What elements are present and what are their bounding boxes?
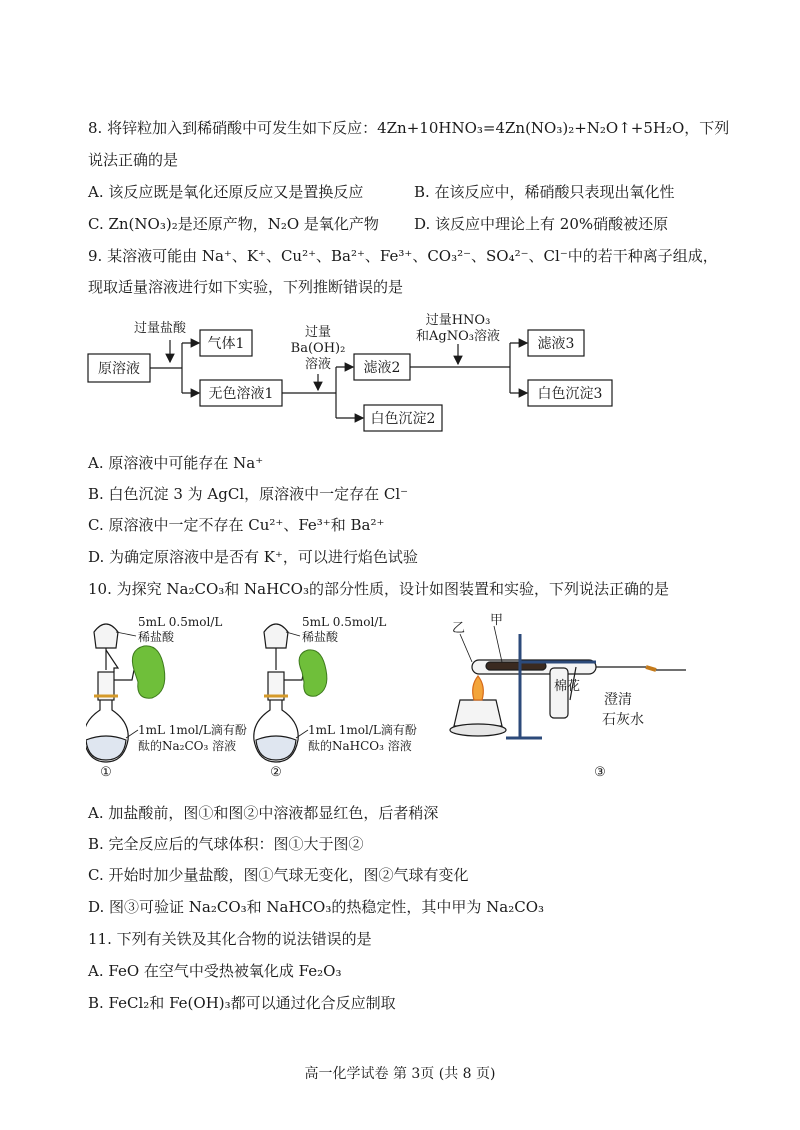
q11-stem: 11. 下列有关铁及其化合物的说法错误的是	[88, 930, 372, 948]
fig1-label: ①	[100, 765, 112, 780]
q8-stem-line2: 说法正确的是	[88, 151, 179, 169]
fig1-acid-line1: 5mL 0.5mol/L	[138, 615, 223, 629]
q8-option-c: C. Zn(NO₃)₂是还原产物，N₂O 是氧化产物	[88, 215, 379, 233]
fig1-acid-line2: 稀盐酸	[138, 630, 175, 644]
q11-option-a: A. FeO 在空气中受热被氧化成 Fe₂O₃	[88, 962, 342, 980]
fig3-label: ③	[594, 765, 606, 780]
q8-stem-line1: 8. 将锌粒加入到稀硝酸中可发生如下反应：4Zn+10HNO₃=4Zn(NO₃)₂+N₂O↑+5H₂O，下列	[88, 119, 730, 137]
figure-2-balloon	[299, 650, 327, 696]
q8-option-a: A. 该反应既是氧化还原反应又是置换反应	[88, 183, 364, 201]
page-footer: 高一化学试卷 第 3页 (共 8 页)	[304, 1066, 496, 1082]
fig3-jia: 甲	[490, 613, 504, 628]
figure-2-flask	[254, 624, 304, 762]
fig3-cotton: 棉花	[554, 679, 581, 694]
q8-option-b: B. 在该反应中，稀硝酸只表现出氧化性	[414, 183, 675, 201]
q10-option-d: D. 图③可验证 Na₂CO₃和 NaHCO₃的热稳定性，其中甲为 Na₂CO₃	[88, 898, 545, 916]
flow-reagent-1: 过量盐酸	[134, 321, 187, 336]
q9-stem-line1: 9. 某溶液可能由 Na⁺、K⁺、Cu²⁺、Ba²⁺、Fe³⁺、CO₃²⁻、SO₄²⁻、Cl⁻中的若干种离子组成，	[88, 247, 718, 265]
flow-reagent-3-line1: 过量HNO₃	[425, 313, 491, 328]
fig2-acid-line1: 5mL 0.5mol/L	[302, 615, 387, 629]
fig3-lime-line2: 石灰水	[602, 712, 644, 728]
fig2-label: ②	[270, 765, 282, 780]
fig2-solution-line1: 1mL 1mol/L滴有酚	[308, 723, 417, 737]
q9-stem-line2: 现取适量溶液进行如下实验，下列推断错误的是	[88, 278, 404, 296]
flow-gas-1: 气体1	[207, 336, 245, 352]
fig1-solution-line2: 酞的Na₂CO₃ 溶液	[138, 739, 237, 753]
flow-ppt-3: 白色沉淀3	[537, 386, 603, 402]
figure-3-burner	[450, 676, 506, 736]
q9-option-c: C. 原溶液中一定不存在 Cu²⁺、Fe³⁺和 Ba²⁺	[88, 516, 385, 534]
q9-option-d: D. 为确定原溶液中是否有 K⁺，可以进行焰色试验	[88, 548, 418, 566]
q10-option-b: B. 完全反应后的气球体积：图①大于图②	[88, 835, 364, 853]
q9-flowchart	[86, 312, 626, 446]
flow-reagent-3-line2: 和AgNO₃溶液	[416, 329, 500, 344]
flow-reagent-2-line3: 溶液	[304, 357, 332, 372]
q11-option-b: B. FeCl₂和 Fe(OH)₃都可以通过化合反应制取	[88, 994, 396, 1012]
flow-reagent-2-line1: 过量	[304, 325, 332, 340]
fig2-solution-line2: 酞的NaHCO₃ 溶液	[308, 739, 412, 753]
q10-apparatus-figures	[86, 610, 686, 784]
flow-ppt-2: 白色沉淀2	[370, 411, 436, 427]
flow-colorless: 无色溶液1	[208, 386, 274, 402]
fig2-acid-line2: 稀盐酸	[302, 630, 339, 644]
figure-1-balloon	[132, 646, 164, 698]
q9-option-a: A. 原溶液中可能存在 Na⁺	[88, 454, 264, 472]
q8-option-d: D. 该反应中理论上有 20%硝酸被还原	[414, 215, 669, 233]
fig1-solution-line1: 1mL 1mol/L滴有酚	[138, 723, 247, 737]
figure-1-flask	[86, 624, 134, 762]
q9-option-b: B. 白色沉淀 3 为 AgCl，原溶液中一定存在 Cl⁻	[88, 485, 409, 503]
flow-filtrate-2: 滤液2	[363, 360, 401, 376]
q10-option-c: C. 开始时加少量盐酸，图①气球无变化，图②气球有变化	[88, 866, 469, 884]
q10-option-a: A. 加盐酸前，图①和图②中溶液都显红色，后者稍深	[88, 804, 439, 822]
flow-filtrate-3: 滤液3	[537, 336, 575, 352]
fig3-lime-line1: 澄清	[604, 692, 632, 708]
flow-reagent-2-line2: Ba(OH)₂	[290, 341, 346, 356]
flow-original: 原溶液	[98, 361, 140, 377]
fig3-yi: 乙	[452, 621, 466, 636]
q10-stem: 10. 为探究 Na₂CO₃和 NaHCO₃的部分性质，设计如图装置和实验，下列说法正确的是	[88, 580, 669, 598]
